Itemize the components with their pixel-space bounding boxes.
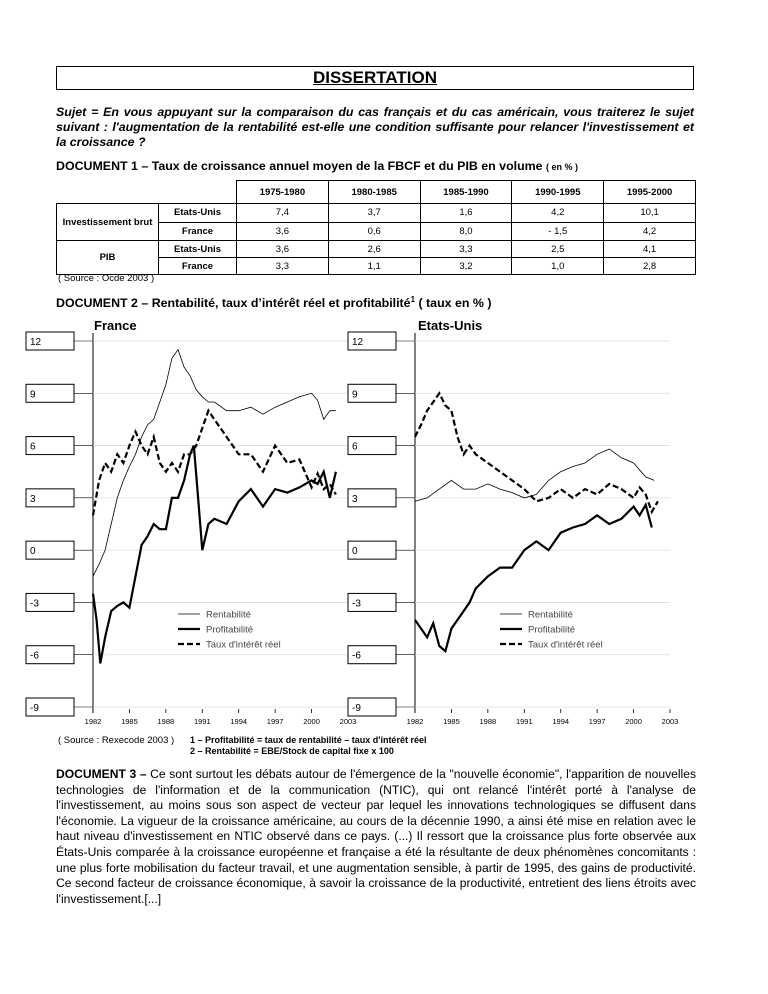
table-cell: 4,2 xyxy=(604,222,696,241)
table-cell: 3,2 xyxy=(420,258,512,275)
doc3-label: DOCUMENT 3 – xyxy=(56,767,147,781)
chart-title: France xyxy=(94,318,137,333)
y-tick-label: -9 xyxy=(352,703,361,714)
table-cell: 1,6 xyxy=(420,204,512,223)
doc2-heading-unit: ( taux en % ) xyxy=(418,296,492,311)
y-tick-label: 0 xyxy=(352,546,358,558)
table-cell: 2,6 xyxy=(328,241,420,258)
doc1-source: ( Source : Ocde 2003 ) xyxy=(58,273,155,284)
y-tick-label: 9 xyxy=(352,389,358,401)
x-tick-label: 1994 xyxy=(552,717,570,726)
table-header-row xyxy=(57,181,696,204)
y-tick-label: 6 xyxy=(352,441,358,453)
title-box xyxy=(56,66,694,90)
x-tick-label: 1997 xyxy=(266,717,284,726)
doc1-heading-text: DOCUMENT 1 – Taux de croissance annuel moyen de la FBCF et du PIB en volume xyxy=(56,159,543,173)
country-label: France xyxy=(159,222,237,241)
legend-label: Rentabilité xyxy=(528,609,573,621)
y-tick-label: -9 xyxy=(30,703,39,714)
table-row xyxy=(57,204,696,223)
x-tick-label: 1994 xyxy=(230,717,248,726)
x-tick-label: 1985 xyxy=(121,717,138,726)
x-tick-label: 1985 xyxy=(443,717,460,726)
x-tick-label: 1988 xyxy=(157,717,175,726)
table-cell: 10,1 xyxy=(604,204,696,223)
group-label: PIB xyxy=(57,241,159,275)
period-header: 1980-1985 xyxy=(328,181,420,204)
x-tick-label: 1997 xyxy=(588,717,606,726)
x-tick-label: 2000 xyxy=(303,717,320,726)
country-label: Etats-Unis xyxy=(159,241,237,258)
x-tick-label: 2000 xyxy=(625,717,642,726)
x-tick-label: 1982 xyxy=(84,717,102,726)
series-line xyxy=(93,411,336,516)
y-tick-label: 12 xyxy=(352,337,364,348)
table-cell: 3,3 xyxy=(420,241,512,258)
table-cell: 4,2 xyxy=(512,204,604,223)
y-tick-label: 12 xyxy=(30,337,42,348)
x-tick-label: 2003 xyxy=(661,717,679,726)
series-line xyxy=(415,449,654,501)
doc2-heading xyxy=(56,295,491,310)
doc2-note1: 1 – Profitabilité = taux de rentabilité – taux d'intérêt réel xyxy=(190,735,427,745)
doc2-charts xyxy=(18,316,698,742)
x-tick-label: 2003 xyxy=(339,717,357,726)
doc1-heading xyxy=(56,159,578,173)
group-label: Investissement brut xyxy=(57,204,159,241)
y-tick-label: 6 xyxy=(30,441,36,453)
table-cell: 8,0 xyxy=(420,222,512,241)
legend-label: Profitabilité xyxy=(206,624,253,636)
country-label: France xyxy=(159,258,237,275)
doc1-table xyxy=(56,180,696,275)
sujet-text: Sujet = En vous appuyant sur la comparaison du cas français et du cas américain, vous traiterez le sujet suivant : l'augmentation de la rentabilité est-elle une condition suffisante pour relancer l'investissement et la croissance ? xyxy=(56,105,694,149)
table-cell: 3,6 xyxy=(237,222,329,241)
table-cell: 4,1 xyxy=(604,241,696,258)
table-cell: 7,4 xyxy=(237,204,329,223)
chart-panel xyxy=(26,318,356,726)
table-cell: - 1,5 xyxy=(512,222,604,241)
y-tick-label: 3 xyxy=(30,493,36,505)
table-cell: 1,1 xyxy=(328,258,420,275)
y-tick-label: 3 xyxy=(352,493,358,505)
y-tick-label: 0 xyxy=(30,546,36,558)
x-tick-label: 1982 xyxy=(406,717,424,726)
period-header: 1975-1980 xyxy=(237,181,329,204)
table-row xyxy=(57,241,696,258)
doc2-source: ( Source : Rexecode 2003 ) xyxy=(58,735,175,746)
x-tick-label: 1991 xyxy=(193,717,211,726)
y-tick-label: -6 xyxy=(352,650,361,662)
y-tick-label: -3 xyxy=(30,598,39,610)
table-cell: 3,3 xyxy=(237,258,329,275)
doc3-block xyxy=(56,767,696,907)
y-tick-label: -3 xyxy=(352,598,361,610)
doc1-heading-unit: ( en % ) xyxy=(546,162,579,172)
x-tick-label: 1991 xyxy=(515,717,533,726)
chart-panel xyxy=(348,318,678,726)
y-tick-label: -6 xyxy=(30,650,39,662)
table-cell: 3,6 xyxy=(237,241,329,258)
page-title: DISSERTATION xyxy=(312,68,438,87)
legend-label: Taux d'intérêt réel xyxy=(528,639,603,651)
table-cell: 2,5 xyxy=(512,241,604,258)
series-line xyxy=(93,350,336,577)
table-cell: 1,0 xyxy=(512,258,604,275)
x-tick-label: 1988 xyxy=(479,717,497,726)
doc2-note2: 2 – Rentabilité = EBE/Stock de capital fixe x 100 xyxy=(190,746,394,756)
chart-title: Etats-Unis xyxy=(418,318,483,333)
period-header: 1995-2000 xyxy=(604,181,696,204)
y-tick-label: 9 xyxy=(30,389,36,401)
doc2-heading-text: DOCUMENT 2 – Rentabilité, taux d’intérêt réel et profitabilité xyxy=(56,296,411,311)
country-label: Etats-Unis xyxy=(159,204,237,223)
period-header: 1990-1995 xyxy=(512,181,604,204)
table-corner xyxy=(57,181,237,204)
table-cell: 2,8 xyxy=(604,258,696,275)
table-cell: 0,6 xyxy=(328,222,420,241)
legend-label: Profitabilité xyxy=(528,624,575,636)
doc3-text: Ce sont surtout les débats autour de l'émergence de la "nouvelle économie", l'apparition de nouvelles technologies de l'information et de la communication (NTIC), qui ont relancé l'intérêt porté à l'analyse de l'investissement, au moins sous son aspect de vecteur par lequel les innovations technologiques se diffusent dans l'économie. La vigueur de la croissance américaine, au cours de la décennie 1990, a ainsi été mise en relation avec le haut niveau d'investissement en NTIC observé dans ce pays. (...) Il ressort que la croissance plus forte observée aux États-Unis comparée à la croissance européenne et française a été la résultante de deux phénomènes concomitants : une plus forte mobilisation du facteur travail, et une augmentation sensible, à partir de 1995, des gains de productivité. Ce second facteur de croissance économique, à savoir la croissance de la productivité, entretient des liens étroits avec l'investissement.[...] xyxy=(56,767,696,906)
doc2-heading-sup: 1 xyxy=(410,295,416,304)
legend-label: Taux d'intérêt réel xyxy=(206,639,281,651)
legend-label: Rentabilité xyxy=(206,609,251,621)
table-cell: 3,7 xyxy=(328,204,420,223)
period-header: 1985-1990 xyxy=(420,181,512,204)
